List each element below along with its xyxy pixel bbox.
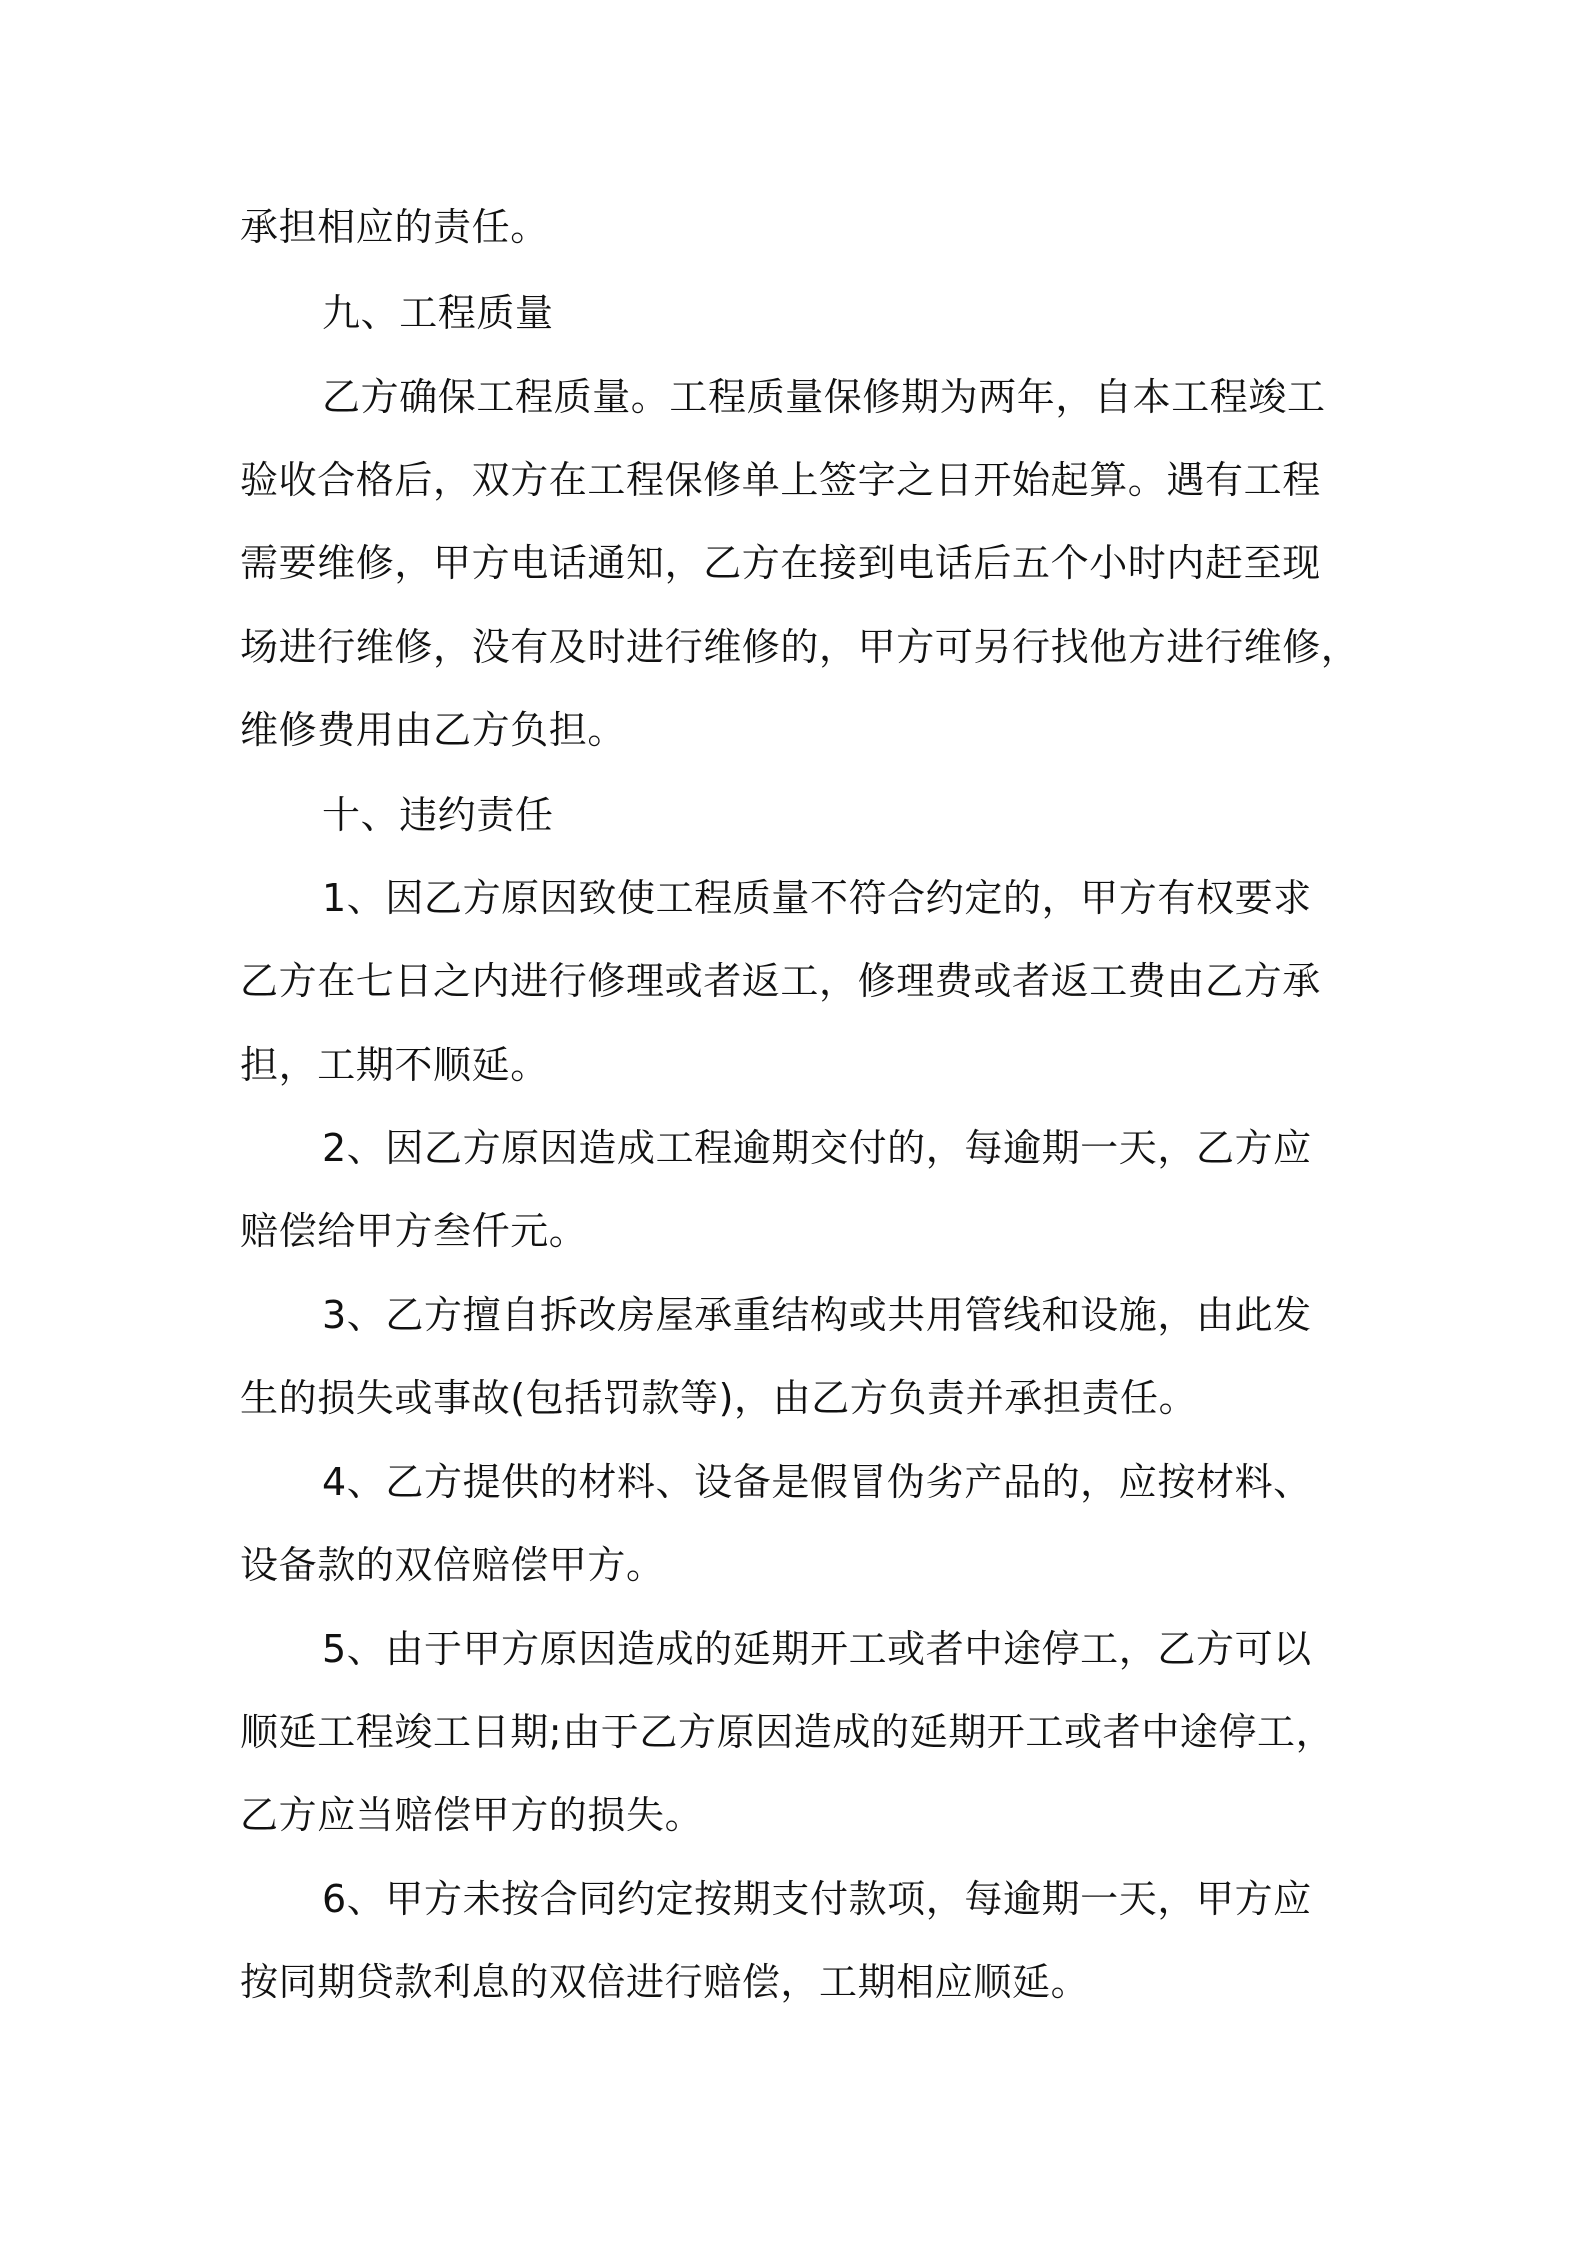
clause-line: 3、乙方擅自拆改房屋承重结构或共用管线和设施，由此发 <box>322 1293 1312 1337</box>
clause-line: 4、乙方提供的材料、设备是假冒伪劣产品的，应按材料、 <box>322 1460 1312 1504</box>
clause-line: 赔偿给甲方叁仟元。 <box>240 1209 588 1253</box>
clause-line: 按同期贷款利息的双倍进行赔偿，工期相应顺延。 <box>240 1960 1090 2004</box>
clause-line: 担，工期不顺延。 <box>240 1043 549 1087</box>
section-heading-quality: 九、工程质量 <box>322 291 554 335</box>
paragraph-line: 维修费用由乙方负担。 <box>240 708 627 752</box>
continuation-line: 承担相应的责任。 <box>240 205 549 249</box>
clause-line: 设备款的双倍赔偿甲方。 <box>240 1543 665 1587</box>
clause-line: 1、因乙方原因致使工程质量不符合约定的，甲方有权要求 <box>322 876 1312 920</box>
section-heading-liability: 十、违约责任 <box>322 793 554 837</box>
clause-line: 乙方应当赔偿甲方的损失。 <box>240 1793 704 1837</box>
paragraph-line: 乙方确保工程质量。工程质量保修期为两年，自本工程竣工 <box>322 375 1326 419</box>
clause-line: 6、甲方未按合同约定按期支付款项，每逾期一天，甲方应 <box>322 1877 1312 1921</box>
clause-line: 乙方在七日之内进行修理或者返工，修理费或者返工费由乙方承 <box>240 959 1321 1003</box>
clause-line: 生的损失或事故(包括罚款等)，由乙方负责并承担责任。 <box>240 1376 1198 1420</box>
clause-line: 5、由于甲方原因造成的延期开工或者中途停工，乙方可以 <box>322 1627 1312 1671</box>
paragraph-line: 需要维修，甲方电话通知，乙方在接到电话后五个小时内赶至现 <box>240 541 1321 585</box>
paragraph-line: 场进行维修，没有及时进行维修的，甲方可另行找他方进行维修， <box>240 625 1360 669</box>
clause-line: 2、因乙方原因造成工程逾期交付的，每逾期一天，乙方应 <box>322 1126 1312 1170</box>
paragraph-line: 验收合格后，双方在工程保修单上签字之日开始起算。遇有工程 <box>240 458 1321 502</box>
clause-line: 顺延工程竣工日期;由于乙方原因造成的延期开工或者中途停工， <box>240 1710 1335 1754</box>
